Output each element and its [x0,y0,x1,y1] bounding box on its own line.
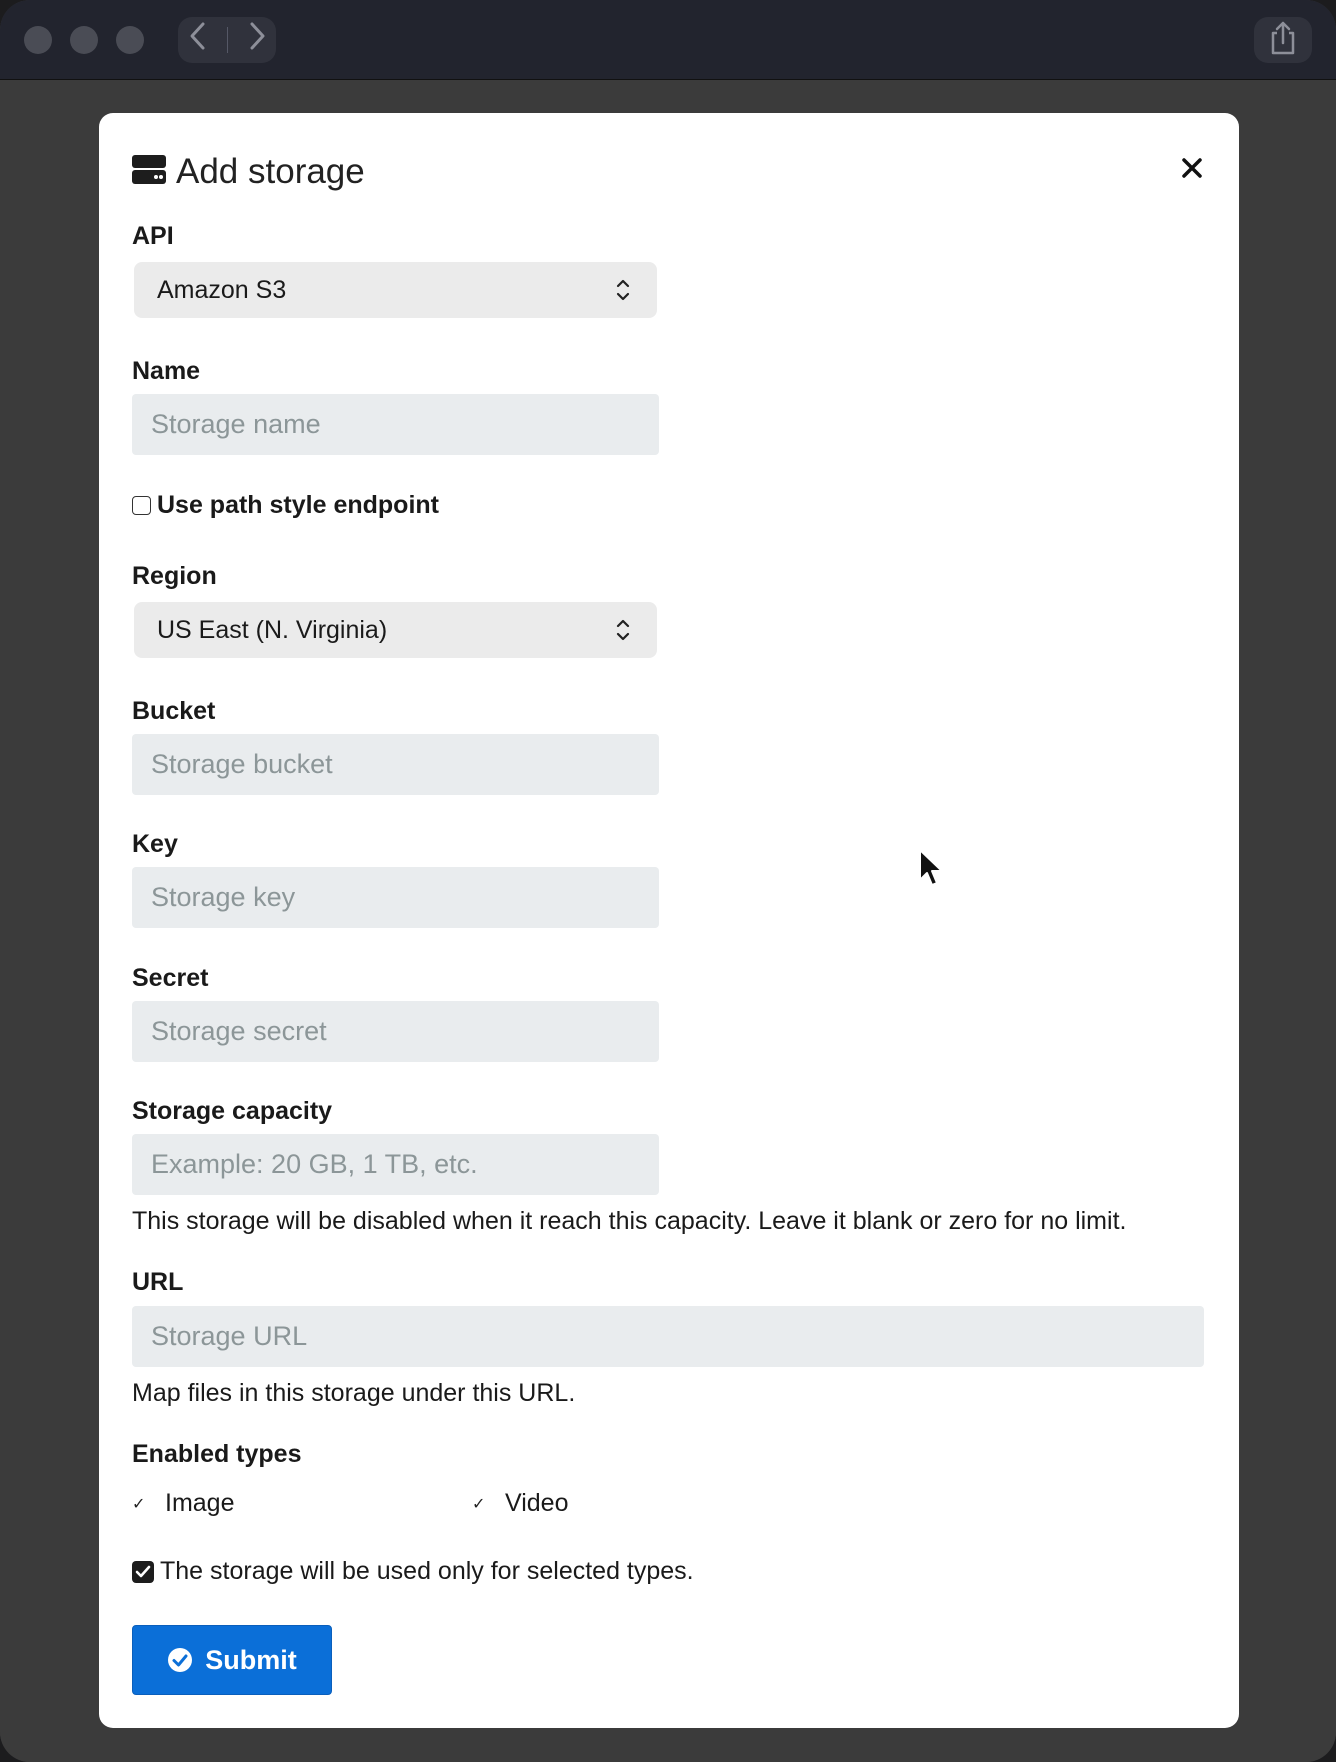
api-select-value: Amazon S3 [157,275,287,304]
secret-label: Secret [132,964,209,992]
close-icon [1181,149,1203,188]
share-button[interactable] [1254,17,1312,63]
mouse-pointer-icon [918,848,944,888]
share-icon [1267,21,1299,60]
type-option-label: Image [165,1489,235,1517]
path-style-checkbox[interactable] [132,496,151,515]
api-label: API [132,222,174,250]
only-selected-row [132,1557,694,1586]
capacity-label: Storage capacity [132,1097,333,1125]
submit-button[interactable] [132,1625,332,1695]
close-modal-button[interactable] [1175,151,1209,185]
type-option-label: Video [505,1489,569,1517]
close-window-button[interactable] [24,26,52,54]
modal-header [132,147,365,197]
maximize-window-button[interactable] [116,26,144,54]
storage-secret-input[interactable] [132,1001,659,1062]
check-circle-icon [167,1647,193,1673]
region-select[interactable] [134,602,657,658]
url-label: URL [132,1268,184,1296]
region-select-value: US East (N. Virginia) [157,615,388,644]
path-style-label: Use path style endpoint [157,491,439,519]
back-icon[interactable] [188,21,208,59]
path-style-row [132,491,439,520]
check-icon: ✓ [132,1495,146,1513]
navigation-group [178,17,276,63]
hard-drive-icon [132,155,166,190]
add-storage-modal [99,113,1239,1728]
storage-capacity-input[interactable] [132,1134,659,1195]
storage-key-input[interactable] [132,867,659,928]
api-select[interactable] [134,262,657,318]
name-label: Name [132,357,201,385]
storage-bucket-input[interactable] [132,734,659,795]
storage-name-input[interactable] [132,394,659,455]
capacity-help-text: This storage will be disabled when it reach this capacity. Leave it blank or zero for no limit. [132,1207,1127,1235]
modal-title: Add storage [176,152,365,191]
chevron-up-down-icon [615,616,631,644]
type-option-video[interactable] [472,1489,569,1518]
type-option-image[interactable] [132,1489,234,1518]
only-selected-label: The storage will be used only for selected types. [160,1557,694,1585]
url-help-text: Map files in this storage under this URL. [132,1379,576,1407]
only-selected-checkbox[interactable] [132,1561,154,1583]
key-label: Key [132,830,178,858]
title-bar [0,0,1336,80]
chevron-up-down-icon [615,276,631,304]
bucket-label: Bucket [132,697,216,725]
check-icon: ✓ [472,1495,486,1513]
nav-divider [227,27,228,53]
submit-label: Submit [205,1644,297,1675]
enabled-types-label: Enabled types [132,1440,302,1468]
storage-url-input[interactable] [132,1306,1204,1367]
minimize-window-button[interactable] [70,26,98,54]
region-label: Region [132,562,217,590]
forward-icon[interactable] [247,21,267,59]
